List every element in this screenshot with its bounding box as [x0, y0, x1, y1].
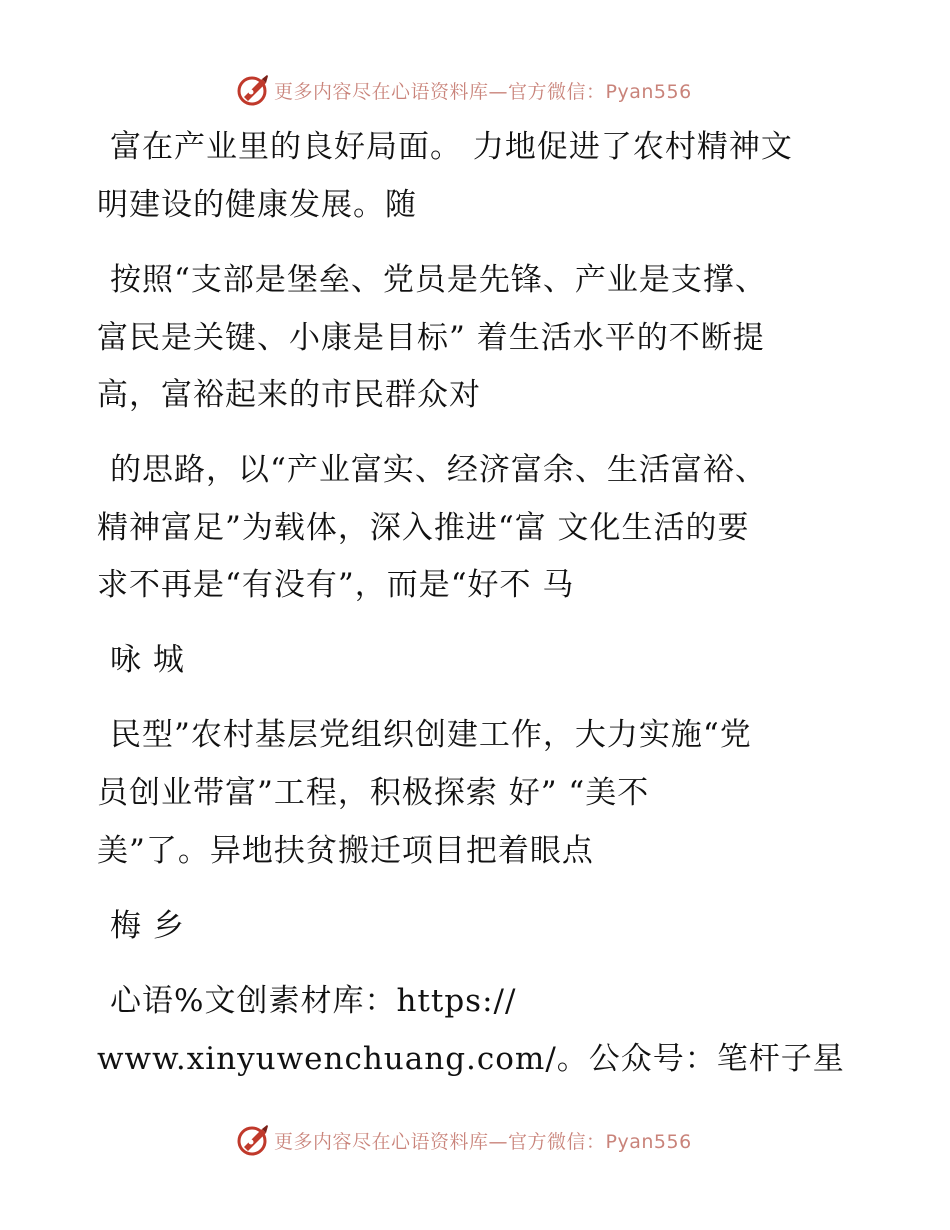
body-line: www.xinyuwenchuang.com/。公众号：笔杆子星 [97, 1041, 845, 1077]
body-line: 高，富裕起来的市民群众对 [97, 377, 481, 413]
body-line: 咏 城 [110, 642, 185, 678]
footer-banner-text: 更多内容尽在心语资料库—官方微信：Pyan556 [274, 1130, 692, 1153]
header-banner-text: 更多内容尽在心语资料库—官方微信：Pyan556 [274, 80, 692, 103]
body-line: 富民是关键、小康是目标” 着生活水平的不断提 [97, 320, 765, 356]
body-line: 精神富足”为载体，深入推进“富 文化生活的要 [97, 510, 750, 546]
body-line: 明建设的健康发展。随 [97, 187, 417, 223]
header-banner [236, 72, 692, 108]
body-line: 富在产业里的良好局面。 力地促进了农村精神文 [110, 129, 793, 165]
body-line: 按照“支部是堡垒、党员是先锋、产业是支撑、 [110, 262, 767, 298]
pen-nib-circle-icon [236, 1123, 270, 1157]
body-line: 的思路，以“产业富实、经济富余、生活富裕、 [110, 452, 767, 488]
pen-nib-circle-icon [236, 73, 270, 107]
body-line: 心语%文创素材库：https:// [110, 983, 517, 1019]
body-line: 梅 乡 [110, 908, 185, 944]
body-line: 美”了。异地扶贫搬迁项目把着眼点 [97, 833, 594, 869]
body-line: 员创业带富”工程，积极探索 好” “美不 [97, 775, 650, 811]
body-line: 民型”农村基层党组织创建工作，大力实施“党 [110, 717, 752, 753]
body-line: 求不再是“有没有”，而是“好不 马 [97, 567, 575, 603]
footer-banner [236, 1122, 692, 1158]
